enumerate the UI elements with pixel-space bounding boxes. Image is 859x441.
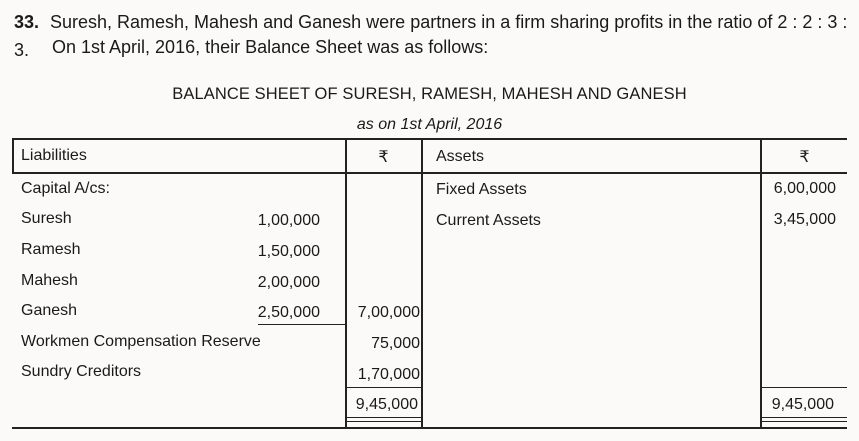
asset-name: Fixed Assets (436, 181, 527, 198)
liabilities-total: 9,45,000 (355, 396, 418, 413)
partner-amount: 1,00,000 (257, 212, 320, 229)
asset-total-double-rule-1 (760, 417, 847, 418)
partner-name: Ramesh (21, 241, 81, 258)
liab-amount-left-border (345, 138, 347, 428)
asset-name: Current Assets (436, 212, 541, 229)
question-text-2: On 1st April, 2016, their Balance Sheet was as follows: (52, 37, 489, 57)
table-bottom-rule (12, 427, 847, 429)
asset-sum-rule (760, 387, 847, 388)
asset-amount: 3,45,000 (773, 211, 836, 228)
asset-amount: 6,00,000 (773, 180, 836, 197)
header-assets: Assets (436, 148, 485, 165)
capital-total: 7,00,000 (357, 304, 420, 321)
partner-amount: 1,50,000 (257, 243, 320, 260)
creditors-label: Sundry Creditors (21, 363, 142, 380)
balance-sheet-subtitle: as on 1st April, 2016 (356, 116, 503, 133)
balance-sheet-title: BALANCE SHEET OF SURESH, RAMESH, MAHESH AND GANESH (172, 85, 687, 103)
asset-total-double-rule-2 (760, 421, 847, 422)
header-liabilities: Liabilities (21, 147, 87, 164)
table-top-rule (12, 138, 847, 140)
header-asset-rupee: ₹ (799, 149, 810, 166)
liab-amount-right-border (421, 138, 423, 428)
partner-amount: 2,50,000 (257, 304, 320, 321)
balance-sheet-table (12, 138, 847, 428)
liab-total-double-rule-1 (345, 417, 421, 418)
workmen-amount: 75,000 (371, 335, 420, 352)
partner-amount: 2,00,000 (257, 274, 320, 291)
liab-total-double-rule-2 (345, 421, 421, 422)
capital-subtotal-rule (258, 324, 345, 325)
header-bottom-rule (12, 172, 847, 174)
liab-sum-rule (345, 387, 421, 388)
partner-name: Ganesh (21, 302, 78, 319)
workmen-label: Workmen Compensation Reserve (21, 333, 261, 350)
assets-total: 9,45,000 (771, 396, 834, 413)
creditors-amount: 1,70,000 (357, 366, 420, 383)
partner-name: Mahesh (21, 272, 78, 289)
header-liab-rupee: ₹ (378, 149, 389, 166)
capital-label: Capital A/cs: (21, 180, 110, 197)
question-number: 33. (14, 12, 40, 32)
question-text-1: Suresh, Ramesh, Mahesh and Ganesh were partners in a firm sharing profits in the ratio of 2 : 2 : 3 : 3. (14, 12, 848, 60)
partner-name: Suresh (21, 210, 72, 227)
left-border (12, 138, 14, 173)
